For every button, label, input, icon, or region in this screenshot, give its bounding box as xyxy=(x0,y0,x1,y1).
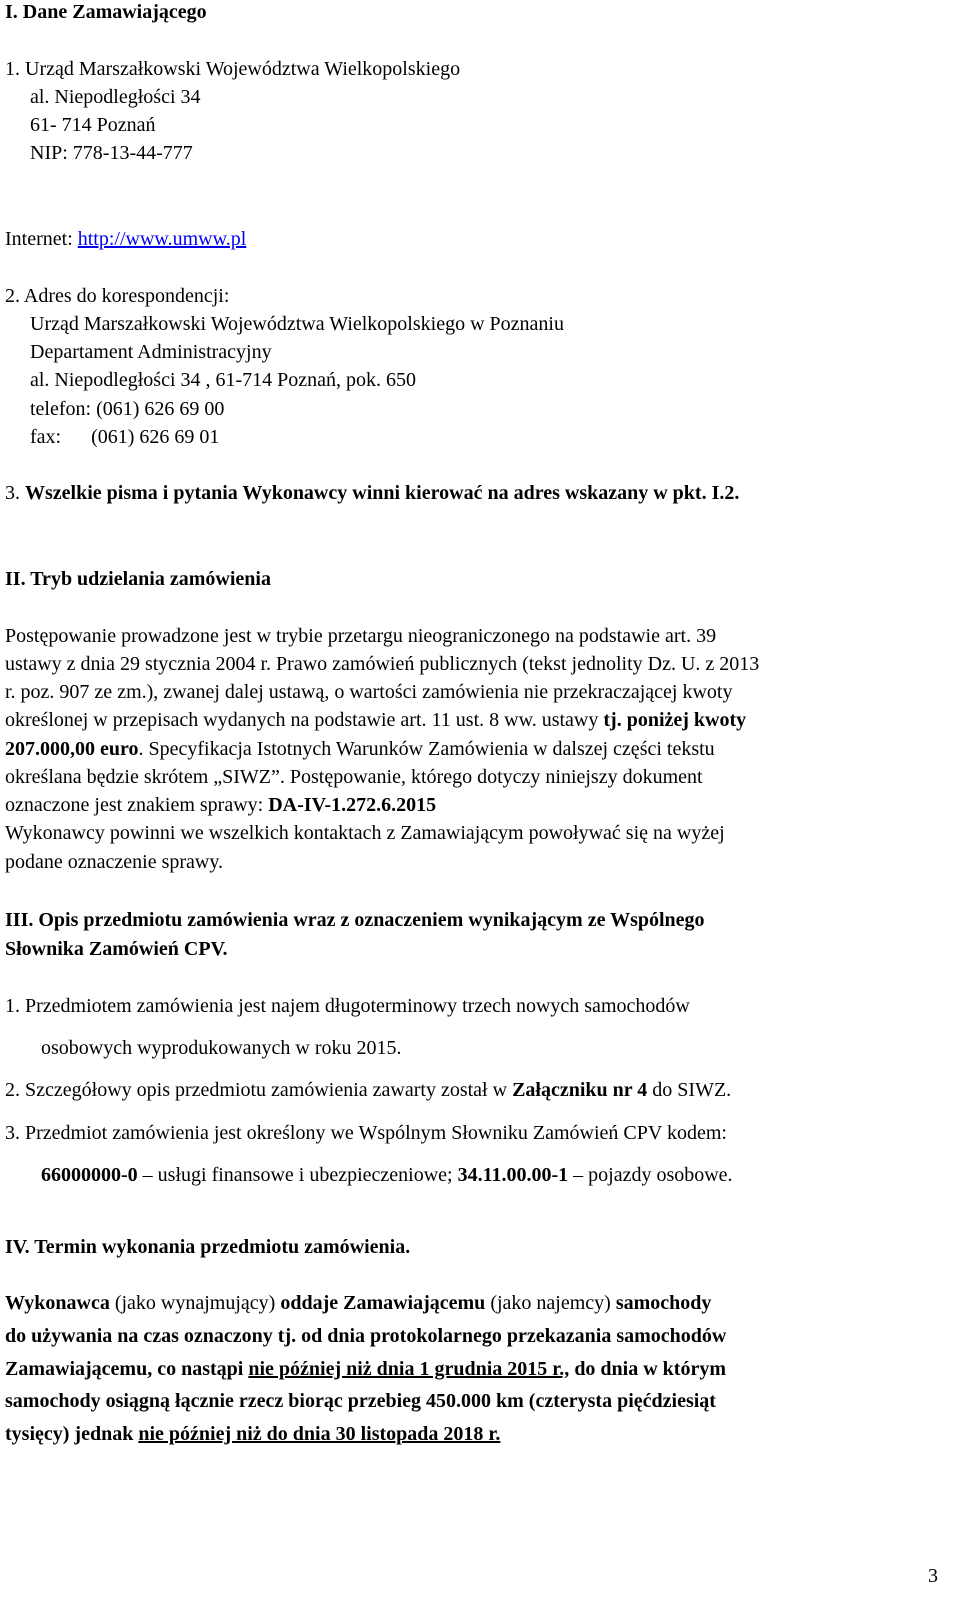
internet-line xyxy=(5,227,246,251)
section-3-heading: III. Opis przedmiotu zamówienia wraz z oznaczeniem wynikającym ze Wspólnego xyxy=(5,909,705,931)
correspondence-heading: 2. Adres do korespondencji: xyxy=(5,285,230,307)
paragraph-line: 207.000,00 euro. Specyfikacja Istotnych Warunków Zamówienia w dalszej części tekstu xyxy=(5,738,715,760)
paragraph-line: Wykonawcy powinni we wszelkich kontaktach z Zamawiającym powoływać się na wyżej xyxy=(5,822,725,844)
paragraph-line: Zamawiającemu, co nastąpi nie później niż dnia 1 grudnia 2015 r., do dnia w którym xyxy=(5,1358,727,1380)
list-item: 1. Przedmiotem zamówienia jest najem długoterminowy trzech nowych samochodów xyxy=(5,995,690,1017)
address-line: 1. Urząd Marszałkowski Województwa Wielkopolskiego xyxy=(5,58,461,80)
paragraph-line: ustawy z dnia 29 stycznia 2004 r. Prawo zamówień publicznych (tekst jednolity Dz. U. z 2013 xyxy=(5,653,760,675)
section-2-heading: II. Tryb udzielania zamówienia xyxy=(5,568,271,590)
fax-line: fax: (061) 626 69 01 xyxy=(30,426,220,448)
list-item: 2. Szczegółowy opis przedmiotu zamówienia zawarty został w Załączniku nr 4 do SIWZ. xyxy=(5,1079,732,1101)
paragraph-line: określana będzie skrótem „SIWZ”. Postępowanie, którego dotyczy niniejszy dokument xyxy=(5,766,703,788)
internet-label: Internet: xyxy=(5,228,78,250)
paragraph-line: Wykonawca (jako wynajmujący) oddaje Zamawiającemu (jako najemcy) samochody xyxy=(5,1292,712,1314)
paragraph-line: samochody osiągną łącznie rzecz biorąc przebieg 450.000 km (czterysta pięćdziesiąt xyxy=(5,1390,716,1412)
website-link[interactable]: http://www.umww.pl xyxy=(77,228,247,250)
page-number: 3 xyxy=(928,1565,938,1587)
paragraph-line: do używania na czas oznaczony tj. od dnia protokolarnego przekazania samochodów xyxy=(5,1325,727,1347)
address-line: Departament Administracyjny xyxy=(30,341,272,363)
address-line: Urząd Marszałkowski Województwa Wielkopolskiego w Poznaniu xyxy=(30,313,564,335)
phone-line: telefon: (061) 626 69 00 xyxy=(30,398,225,420)
list-item: 3. Przedmiot zamówienia jest określony we Wspólnym Słowniku Zamówień CPV kodem: xyxy=(5,1122,727,1144)
address-line: 61- 714 Poznań xyxy=(30,114,156,136)
list-item: osobowych wyprodukowanych w roku 2015. xyxy=(41,1037,402,1059)
section-3-heading: Słownika Zamówień CPV. xyxy=(5,938,228,960)
paragraph-line: r. poz. 907 ze zm.), zwanej dalej ustawą, o wartości zamówienia nie przekraczającej kwoty xyxy=(5,681,733,703)
cpv-codes: 66000000-0 – usługi finansowe i ubezpieczeniowe; 34.11.00.00-1 – pojazdy osobowe. xyxy=(41,1164,733,1186)
section-4-heading: IV. Termin wykonania przedmiotu zamówienia. xyxy=(5,1236,411,1258)
nip-line: NIP: 778-13-44-777 xyxy=(30,142,193,164)
case-reference: oznaczone jest znakiem sprawy: DA-IV-1.272.6.2015 xyxy=(5,794,437,816)
inquiries-note: 3. Wszelkie pisma i pytania Wykonawcy winni kierować na adres wskazany w pkt. I.2. xyxy=(5,482,740,504)
section-1-heading: I. Dane Zamawiającego xyxy=(5,1,207,23)
paragraph-line: podane oznaczenie sprawy. xyxy=(5,851,224,873)
paragraph-line: tysięcy) jednak nie później niż do dnia 30 listopada 2018 r. xyxy=(5,1423,501,1445)
paragraph-line: Postępowanie prowadzone jest w trybie przetargu nieograniczonego na podstawie art. 39 xyxy=(5,625,717,647)
address-line: al. Niepodległości 34 xyxy=(30,86,201,108)
address-line: al. Niepodległości 34 , 61-714 Poznań, pok. 650 xyxy=(30,369,417,391)
paragraph-line: określonej w przepisach wydanych na podstawie art. 11 ust. 8 ww. ustawy tj. poniżej kwoty xyxy=(5,709,747,731)
